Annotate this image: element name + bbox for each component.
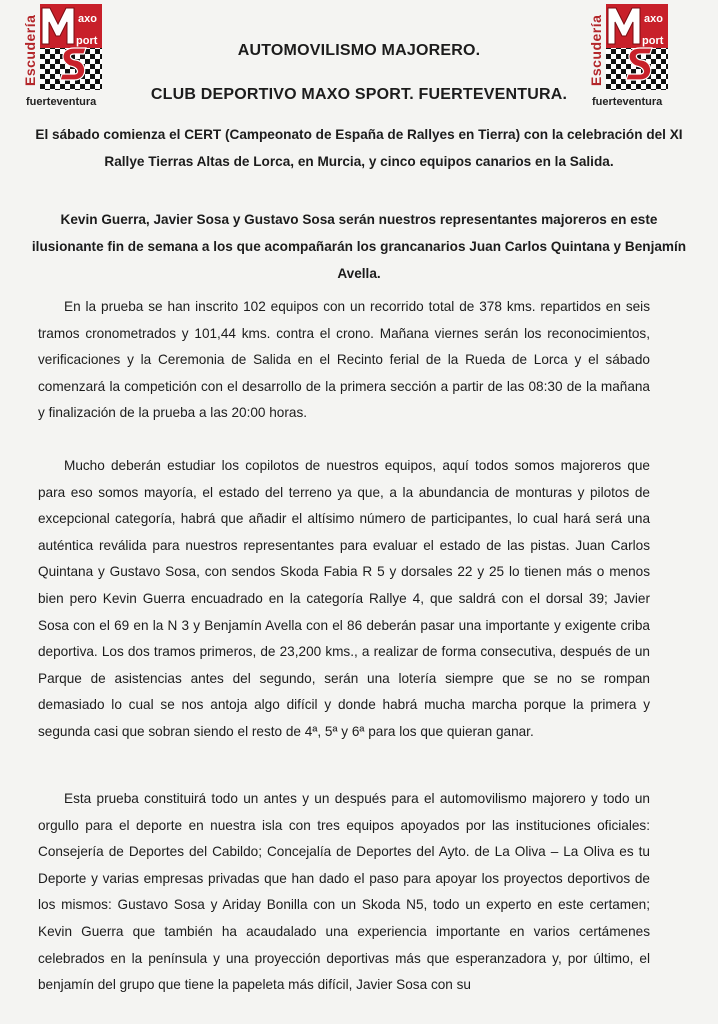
page-subtitle: CLUB DEPORTIVO MAXO SPORT. FUERTEVENTURA. — [150, 86, 568, 103]
body-paragraph: Mucho deberán estudiar los copilotos de nuestros equipos, aquí todos somos majoreros que para eso somos mayoría, el estado del terreno ya que, a la abundancia de monturas y pilotos de excepcional categoría, habrá que añadir el altísimo número de participantes, lo cual hará será una auténtica reválida para nuestros representantes para evaluar el estado de las pistas. Juan Carlos Quintana y Gustavo Sosa, con sendos Skoda Fabia R 5 y dorsales 22 y 25 lo tienen más o menos bien pero Kevin Guerra encuadrado en la categoría Rallye 4, que saldrá con el dorsal 39; Javier Sosa con el 69 en la N 3 y Benjamín Avella con el 86 deberán pasar una importante y exigente criba deportiva. Los dos tramos primeros, de 23,200 kms., a realizar de forma consecutiva, después de un Parque de asistencias antes del segundo, serán una lotería siempre que se no se rompan demasiado lo cual se nos antoja algo difícil y donde habrá mucha marcha porque la primera y segunda casi que sobran siendo el resto de 4ª, 5ª y 6ª para los que quieran ganar. — [38, 458, 650, 739]
logo-escuderia-text: Escudería — [588, 14, 604, 86]
page-title: AUTOMOVILISMO MAJORERO. — [237, 42, 481, 59]
body-paragraph: En la prueba se han inscrito 102 equipos con un recorrido total de 378 kms. repartidos en seis tramos cronometrados y 101,44 kms. contra el crono. Mañana viernes serán los reconocimientos, verificaciones y la Ceremonia de Salida en el Recinto ferial de la Rueda de Lorca y el sábado comenzará la competición con el desarrollo de la primera sección a partir de las 08:30 de la mañana y finalización de la prueba a las 20:00 horas. — [38, 299, 650, 421]
body-paragraph: Esta prueba constituirá todo un antes y un después para el automovilismo majorero y todo un orgullo para el deporte en nuestra isla con tres equipos apoyados por las instituciones oficiales: Consejería de Deportes del Cabildo; Concejalía de Deportes del Ayto. de La Oliva – La Oliva es tu Deporte y varias empresas privadas que han dado el paso para apoyar los proyectos deportivos de los mismos: Gustavo Sosa y Ariday Bonilla con un Skoda N5, todo un experto en este certamen; Kevin Guerra que también ha acaudalado una experiencia importante en varios certámenes celebrados en la península y una proyección deportivas más que esperanzadora y, por último, el benjamín del grupo que tiene la papeleta más difícil, Javier Sosa con su — [38, 791, 650, 993]
logo-brand-bottom: port — [642, 35, 664, 47]
logo-brand-top: axo — [78, 13, 97, 25]
logo-escuderia-text: Escudería — [22, 14, 38, 86]
lead-paragraph: El sábado comienza el CERT (Campeonato de España de Rallyes en Tierra) con la celebración del XI Rallye Tierras Altas de Lorca, en Murcia, y cinco equipos canarios en la Salida. — [35, 127, 683, 169]
logo-brand-bottom: port — [76, 35, 98, 47]
logo-brand-top: axo — [644, 13, 663, 25]
logo-location-text: fuerteventura — [26, 96, 97, 108]
lead-paragraph: Kevin Guerra, Javier Sosa y Gustavo Sosa serán nuestros representantes majoreros en este ilusionante fin de semana a los que acompañarán los grancanarios Juan Carlos Quintana y Benjamín Avella. — [31, 212, 687, 281]
logo-location-text: fuerteventura — [592, 96, 663, 108]
